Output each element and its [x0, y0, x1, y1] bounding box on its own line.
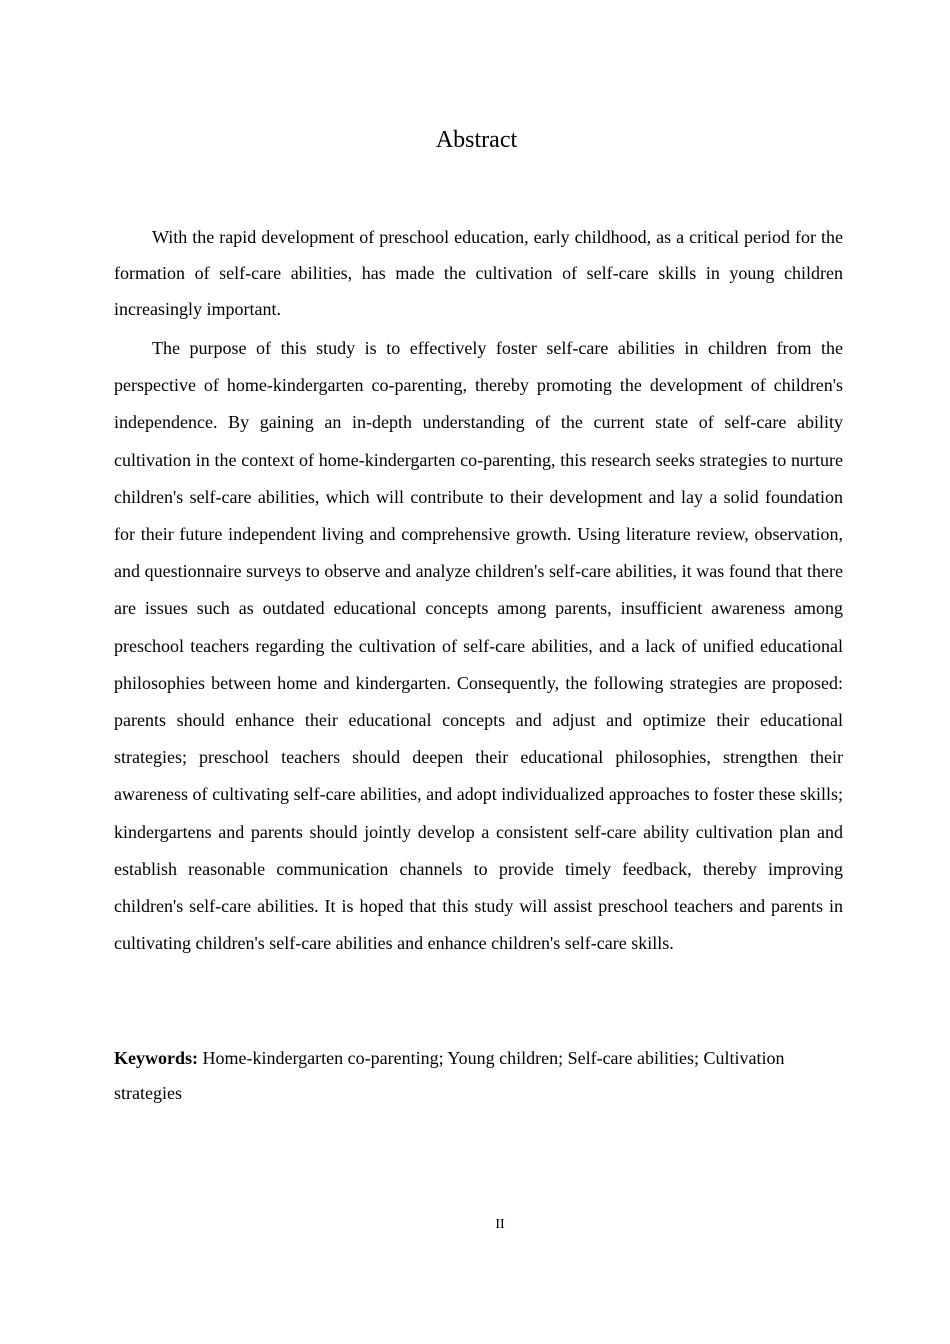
page-title: Abstract [435, 127, 518, 153]
abstract-paragraph-2: The purpose of this study is to effectively foster self-care abilities in children from the perspective of home-kindergarten co-parenting, thereby promoting the development of children's independence. By gaining an in-depth understanding of the current state of self-care ability cultivation in the context of home-kindergarten co-parenting, this research seeks strategies to nurture children's self-care abilities, which will contribute to their development and lay a solid foundation for their future independent living and comprehensive growth. Using literature review, observation, and questionnaire surveys to observe and analyze children's self-care abilities, it was found that there are issues such as outdated educational concepts among parents, insufficient awareness among preschool teachers regarding the cultivation of self-care abilities, and a lack of unified educational philosophies between home and kindergarten. Consequently, the following strategies are proposed: parents should enhance their educational concepts and adjust and optimize their educational strategies; preschool teachers should deepen their educational philosophies, strengthen their awareness of cultivating self-care abilities, and adopt individualized approaches to foster these skills; kindergartens and parents should jointly develop a consistent self-care ability cultivation plan and establish reasonable communication channels to provide timely feedback, thereby improving children's self-care abilities. It is hoped that this study will assist preschool teachers and parents in cultivating children's self-care abilities and enhance children's self-care skills. [114, 338, 843, 954]
abstract-paragraph-1: With the rapid development of preschool education, early childhood, as a critical period for the formation of self-care abilities, has made the cultivation of self-care skills in young children increasingly important. [114, 227, 843, 319]
page-number: II [495, 1217, 505, 1232]
keywords-text: Home-kindergarten co-parenting; Young children; Self-care abilities; Cultivation strategies [114, 1048, 785, 1103]
keywords-label: Keywords: [114, 1048, 198, 1068]
keywords-line [114, 1041, 843, 1111]
abstract-body [114, 219, 843, 962]
